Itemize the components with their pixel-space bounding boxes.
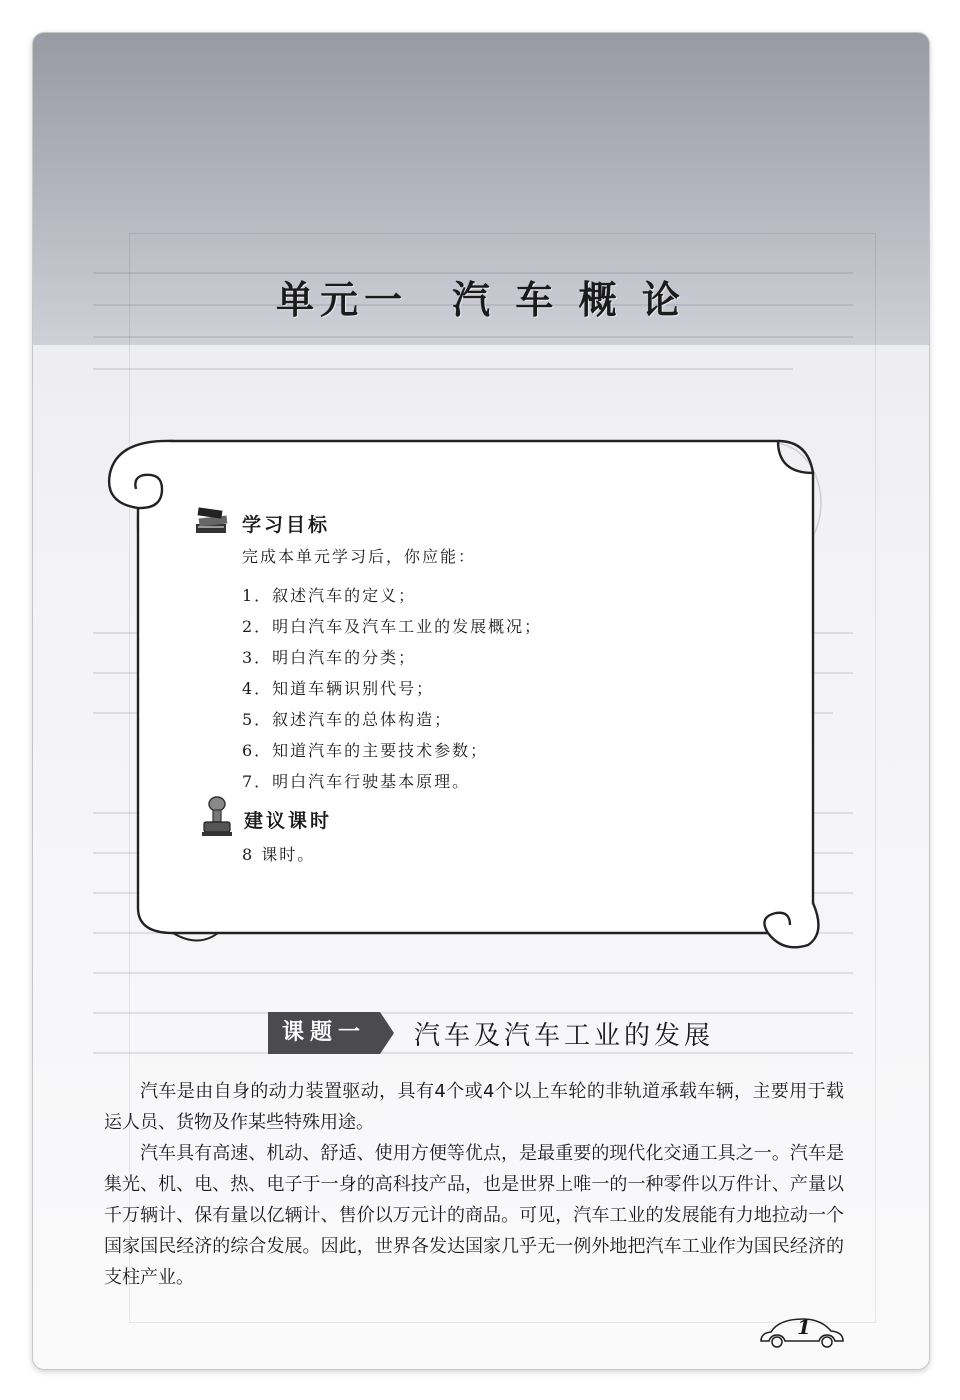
hours-value: 8 课时。	[242, 845, 316, 864]
page-number-badge	[757, 1313, 847, 1349]
page-number: 1	[797, 1315, 811, 1339]
lesson-tag: 课题一	[268, 1012, 380, 1054]
list-item: 7．明白汽车行驶基本原理。	[242, 772, 471, 791]
paragraph: 汽车具有高速、机动、舒适、使用方便等优点，是最重要的现代化交通工具之一。汽车是集光、机、电、热、电子于一身的高科技产品，也是世界上唯一的一种零件以万件计、产量以千万辆计、保有量以亿辆计、售价以万元计的商品。可见，汽车工业的发展能有力地拉动一个国家国民经济的综合发展。因此，世界各发达国家几乎无一例外地把汽车工业作为国民经济的支柱产业。	[104, 1143, 844, 1288]
books-icon	[192, 504, 232, 542]
stamp-icon	[200, 796, 234, 842]
list-item: 5．叙述汽车的总体构造；	[242, 710, 453, 729]
list-item: 1．叙述汽车的定义；	[242, 586, 417, 605]
list-item: 2．明白汽车及汽车工业的发展概况；	[242, 617, 543, 636]
hours-heading	[200, 796, 332, 842]
lesson-title: 汽车及汽车工业的发展	[414, 1020, 715, 1051]
objectives-intro: 完成本单元学习后，你应能：	[242, 547, 477, 566]
unit-title: 单元一 汽 车 概 论	[276, 278, 686, 322]
list-item: 4．知道车辆识别代号；	[242, 679, 435, 698]
objectives-heading	[192, 504, 330, 542]
list-item: 3．明白汽车的分类；	[242, 648, 417, 667]
paragraph: 汽车是由自身的动力装置驱动，具有4个或4个以上车轮的非轨道承载车辆，主要用于载运人员、货物及作某些特殊用途。	[104, 1081, 844, 1133]
objectives-label: 学习目标	[242, 513, 331, 536]
list-item: 6．知道汽车的主要技术参数；	[242, 741, 489, 760]
objectives-list	[242, 580, 542, 797]
lesson-heading	[268, 1012, 714, 1054]
hours-label: 建议课时	[244, 809, 333, 832]
body-text	[104, 1076, 844, 1293]
